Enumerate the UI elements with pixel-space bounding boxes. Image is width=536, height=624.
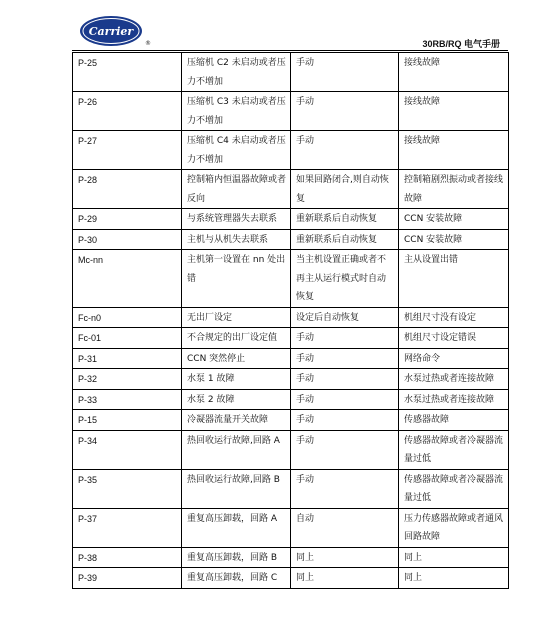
table-row <box>73 369 509 390</box>
reset-type-cell: 手动 <box>291 389 399 410</box>
probable-cause-cell: 主从设置出错 <box>399 250 509 308</box>
registered-mark: ® <box>145 40 151 47</box>
table-row <box>73 229 509 250</box>
logo-text: Carrier <box>88 25 134 38</box>
fault-description-cell: 无出厂设定 <box>182 307 291 328</box>
fault-code-cell: P-26 <box>73 92 182 131</box>
fault-description-cell: 水泵 1 故障 <box>182 369 291 390</box>
probable-cause-cell: 接线故障 <box>399 92 509 131</box>
fault-code-cell: Mc-nn <box>73 250 182 308</box>
fault-code-cell: P-30 <box>73 229 182 250</box>
table-row <box>73 568 509 589</box>
probable-cause-cell: 水泵过热或者连接故障 <box>399 389 509 410</box>
table-row <box>73 209 509 230</box>
fault-code-cell: P-39 <box>73 568 182 589</box>
fault-code-cell: P-27 <box>73 131 182 170</box>
fault-code-cell: Fc-01 <box>73 328 182 349</box>
reset-type-cell: 同上 <box>291 568 399 589</box>
fault-description-cell: 重复高压卸载，回路 B <box>182 547 291 568</box>
reset-type-cell: 手动 <box>291 328 399 349</box>
fault-description-cell: 控制箱内恒温器故障或者反向 <box>182 170 291 209</box>
fault-code-cell: P-25 <box>73 53 182 92</box>
probable-cause-cell: 传感器故障 <box>399 410 509 431</box>
fault-table-body <box>73 53 509 589</box>
document-title: 30RB/RQ 电气手册 <box>422 39 500 49</box>
fault-code-cell: P-34 <box>73 430 182 469</box>
fault-description-cell: 水泵 2 故障 <box>182 389 291 410</box>
fault-description-cell: 与系统管理器失去联系 <box>182 209 291 230</box>
probable-cause-cell: 同上 <box>399 547 509 568</box>
reset-type-cell: 重新联系后自动恢复 <box>291 229 399 250</box>
fault-description-cell: 重复高压卸载，回路 C <box>182 568 291 589</box>
reset-type-cell: 如果回路闭合,则自动恢复 <box>291 170 399 209</box>
probable-cause-cell: 水泵过热或者连接故障 <box>399 369 509 390</box>
fault-code-cell: P-28 <box>73 170 182 209</box>
table-row <box>73 508 509 547</box>
table-row <box>73 53 509 92</box>
reset-type-cell: 自动 <box>291 508 399 547</box>
fault-description-cell: 主机与从机失去联系 <box>182 229 291 250</box>
reset-type-cell: 同上 <box>291 547 399 568</box>
reset-type-cell: 当主机设置正确或者不再主从运行模式时自动恢复 <box>291 250 399 308</box>
fault-description-cell: CCN 突然停止 <box>182 348 291 369</box>
probable-cause-cell: 接线故障 <box>399 131 509 170</box>
table-row <box>73 250 509 308</box>
fault-code-cell: P-38 <box>73 547 182 568</box>
probable-cause-cell: 接线故障 <box>399 53 509 92</box>
table-row <box>73 170 509 209</box>
fault-code-table <box>72 52 509 589</box>
fault-description-cell: 不合规定的出厂设定值 <box>182 328 291 349</box>
reset-type-cell: 手动 <box>291 348 399 369</box>
table-row <box>73 547 509 568</box>
table-row <box>73 328 509 349</box>
fault-description-cell: 压缩机 C2 未启动或者压力不增加 <box>182 53 291 92</box>
fault-code-cell: P-29 <box>73 209 182 230</box>
fault-description-cell: 重复高压卸载，回路 A <box>182 508 291 547</box>
fault-code-cell: P-32 <box>73 369 182 390</box>
reset-type-cell: 手动 <box>291 430 399 469</box>
probable-cause-cell: CCN 安装故障 <box>399 229 509 250</box>
probable-cause-cell: 机组尺寸没有设定 <box>399 307 509 328</box>
probable-cause-cell: 传感器故障或者冷凝器流量过低 <box>399 430 509 469</box>
table-row <box>73 389 509 410</box>
fault-description-cell: 主机第一设置在 nn 处出错 <box>182 250 291 308</box>
fault-description-cell: 冷凝器流量开关故障 <box>182 410 291 431</box>
reset-type-cell: 手动 <box>291 369 399 390</box>
table-row <box>73 348 509 369</box>
reset-type-cell: 手动 <box>291 410 399 431</box>
table-row <box>73 469 509 508</box>
fault-code-cell: P-31 <box>73 348 182 369</box>
fault-code-cell: P-37 <box>73 508 182 547</box>
probable-cause-cell: 网络命令 <box>399 348 509 369</box>
table-row <box>73 430 509 469</box>
fault-description-cell: 热回收运行故障,回路 A <box>182 430 291 469</box>
fault-description-cell: 压缩机 C3 未启动或者压力不增加 <box>182 92 291 131</box>
probable-cause-cell: 压力传感器故障或者通风回路故障 <box>399 508 509 547</box>
carrier-logo <box>79 15 143 47</box>
probable-cause-cell: CCN 安装故障 <box>399 209 509 230</box>
probable-cause-cell: 机组尺寸设定错误 <box>399 328 509 349</box>
header-rule <box>72 50 508 51</box>
fault-code-cell: Fc-n0 <box>73 307 182 328</box>
reset-type-cell: 手动 <box>291 469 399 508</box>
table-row <box>73 92 509 131</box>
table-row <box>73 131 509 170</box>
fault-code-cell: P-15 <box>73 410 182 431</box>
probable-cause-cell: 传感器故障或者冷凝器流量过低 <box>399 469 509 508</box>
fault-code-cell: P-35 <box>73 469 182 508</box>
fault-description-cell: 压缩机 C4 未启动或者压力不增加 <box>182 131 291 170</box>
fault-code-cell: P-33 <box>73 389 182 410</box>
reset-type-cell: 手动 <box>291 92 399 131</box>
reset-type-cell: 手动 <box>291 131 399 170</box>
probable-cause-cell: 同上 <box>399 568 509 589</box>
probable-cause-cell: 控制箱剧烈振动或者接线故障 <box>399 170 509 209</box>
table-row <box>73 410 509 431</box>
table-row <box>73 307 509 328</box>
reset-type-cell: 重新联系后自动恢复 <box>291 209 399 230</box>
reset-type-cell: 设定后自动恢复 <box>291 307 399 328</box>
fault-description-cell: 热回收运行故障,回路 B <box>182 469 291 508</box>
reset-type-cell: 手动 <box>291 53 399 92</box>
